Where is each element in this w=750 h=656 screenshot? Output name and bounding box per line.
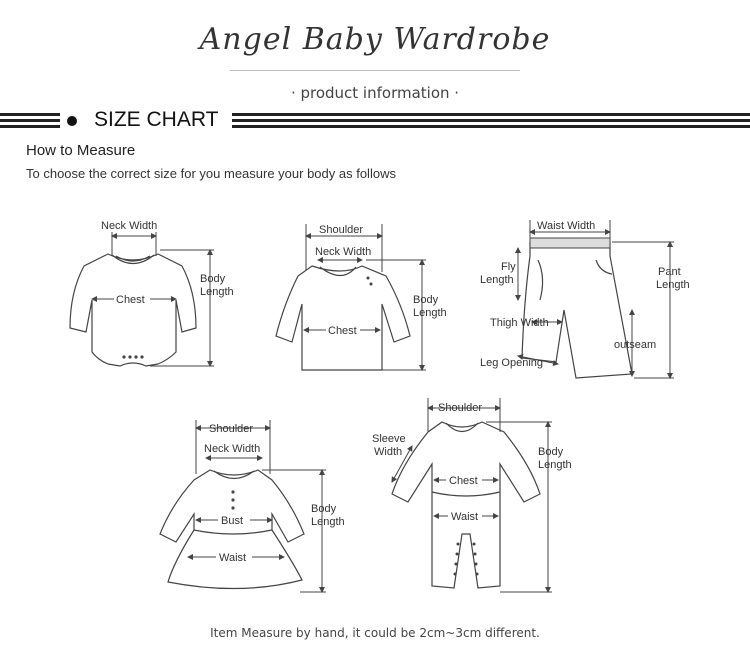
label-neck-width-3: Neck Width xyxy=(204,443,261,455)
label-shoulder-2: Shoulder xyxy=(209,423,254,435)
label-waist-2: Waist xyxy=(451,511,479,523)
label-body-3: Body xyxy=(311,503,337,515)
label-neck-width: Neck Width xyxy=(101,220,158,232)
label-pant-length: Length xyxy=(656,279,690,291)
dress-outline-icon xyxy=(160,470,304,589)
jumpsuit-diagram xyxy=(372,398,572,592)
label-leg-opening: Leg Opening xyxy=(480,357,543,369)
label-chest-3: Chest xyxy=(449,475,478,487)
footer-note: Item Measure by hand, it could be 2cm~3cm different. xyxy=(210,626,540,640)
tshirt-diagram xyxy=(276,224,447,370)
label-body: Body xyxy=(200,273,226,285)
label-body-2: Body xyxy=(413,294,439,306)
jumpsuit-outline-icon xyxy=(392,422,540,588)
measurement-diagrams xyxy=(0,200,750,620)
bodysuit-diagram xyxy=(70,220,234,366)
label-neck-width-2: Neck Width xyxy=(315,246,372,258)
header-stripes-left xyxy=(0,113,60,129)
tshirt-outline-icon xyxy=(276,266,410,370)
label-pant: Pant xyxy=(658,266,681,278)
label-length-3: Length xyxy=(311,516,345,528)
label-body-4: Body xyxy=(538,446,564,458)
label-fly: Fly xyxy=(501,261,516,273)
label-sleeve: Sleeve xyxy=(372,433,406,445)
header-stripes-right xyxy=(232,113,750,129)
dress-diagram xyxy=(160,420,345,592)
label-chest: Chest xyxy=(116,294,145,306)
pants-diagram xyxy=(480,220,690,378)
brand-title: Angel Baby Wardrobe xyxy=(199,22,551,57)
label-sleeve-width: Width xyxy=(374,446,403,458)
label-fly-length: Length xyxy=(480,274,514,286)
intro-text: To choose the correct size for you measure your body as follows xyxy=(26,166,396,181)
label-length: Length xyxy=(200,286,234,298)
section-title: SIZE CHART xyxy=(94,108,219,131)
label-length-4: Length xyxy=(538,459,572,471)
label-chest-2: Chest xyxy=(328,325,357,337)
bullet-dot-icon xyxy=(67,116,77,126)
how-to-heading: How to Measure xyxy=(26,142,136,159)
label-waist-width: Waist Width xyxy=(537,220,596,232)
brand-divider xyxy=(230,70,520,71)
label-thigh-width: Thigh Width xyxy=(490,317,549,329)
subtitle: · product information · xyxy=(290,84,460,102)
label-waist: Waist xyxy=(219,552,247,564)
section-header xyxy=(0,108,750,134)
bodysuit-outline-icon xyxy=(70,254,196,366)
label-outseam: outseam xyxy=(614,339,657,351)
label-shoulder: Shoulder xyxy=(319,224,364,236)
label-bust: Bust xyxy=(221,515,244,527)
label-length-2: Length xyxy=(413,307,447,319)
label-shoulder-3: Shoulder xyxy=(438,402,483,414)
